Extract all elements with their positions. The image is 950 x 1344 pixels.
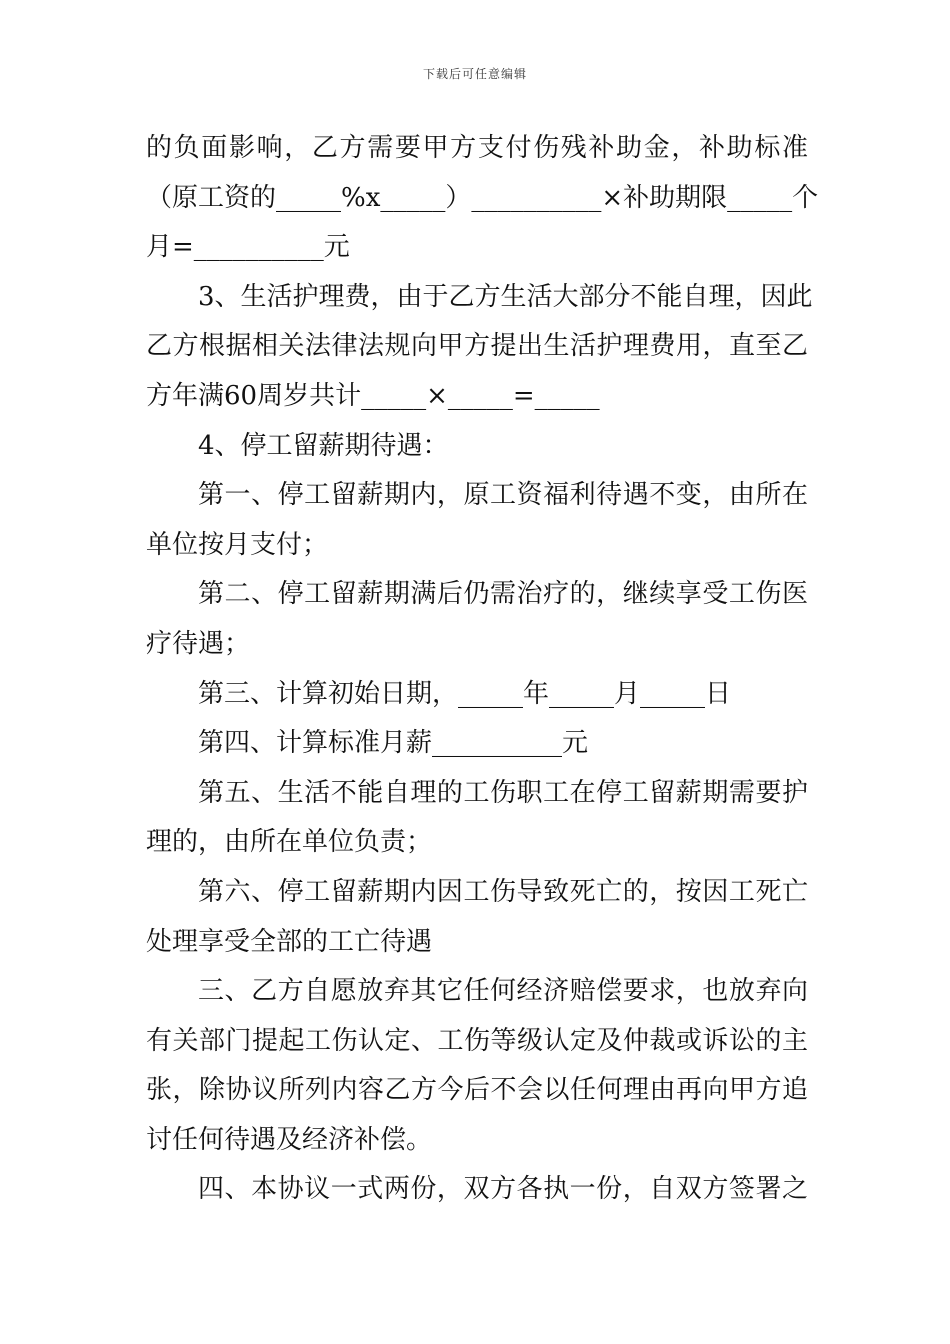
text-line: 3、生活护理费，由于乙方生活大部分不能自理，因此 (198, 281, 813, 312)
text-line: 张，除协议所列内容乙方今后不会以任何理由再向甲方追 (146, 1075, 808, 1106)
document-body (146, 124, 819, 1215)
text-line: 4、停工留薪期待遇： (198, 430, 449, 461)
text-line: （原工资的_____%x_____）__________×补助期限_____个 (146, 182, 819, 213)
text-line: 月=__________元 (146, 232, 350, 263)
text-line: 处理享受全部的工亡待遇 (146, 926, 433, 957)
text-line: 第五、生活不能自理的工伤职工在停工留薪期需要护 (198, 777, 808, 808)
text-line: 第三、计算初始日期，_____年_____月_____日 (198, 678, 732, 709)
text-line: 第四、计算标准月薪__________元 (198, 728, 589, 759)
text-line: 第一、停工留薪期内，原工资福利待遇不变，由所在 (198, 480, 808, 511)
text-line: 的负面影响，乙方需要甲方支付伤残补助金，补助标准 (146, 133, 808, 163)
text-line: 讨任何待遇及经济补偿。 (146, 1124, 433, 1155)
page-header: 下载后可任意编辑 (422, 67, 527, 81)
text-line: 第二、停工留薪期满后仍需治疗的，继续享受工伤医 (198, 579, 808, 610)
text-line: 有关部门提起工伤认定、工伤等级认定及仲裁或诉讼的主 (146, 1025, 808, 1056)
text-line: 四、本协议一式两份，双方各执一份，自双方签署之 (198, 1174, 808, 1205)
text-line: 理的，由所在单位负责； (146, 827, 433, 858)
text-line: 单位按月支付； (146, 529, 329, 560)
text-line: 疗待遇； (146, 628, 251, 659)
text-line: 第六、停工留薪期内因工伤导致死亡的，按因工死亡 (198, 876, 808, 907)
text-line: 方年满60周岁共计_____×_____=_____ (146, 380, 600, 411)
text-line: 乙方根据相关法律法规向甲方提出生活护理费用，直至乙 (146, 331, 808, 362)
text-line: 三、乙方自愿放弃其它任何经济赔偿要求，也放弃向 (198, 976, 808, 1007)
